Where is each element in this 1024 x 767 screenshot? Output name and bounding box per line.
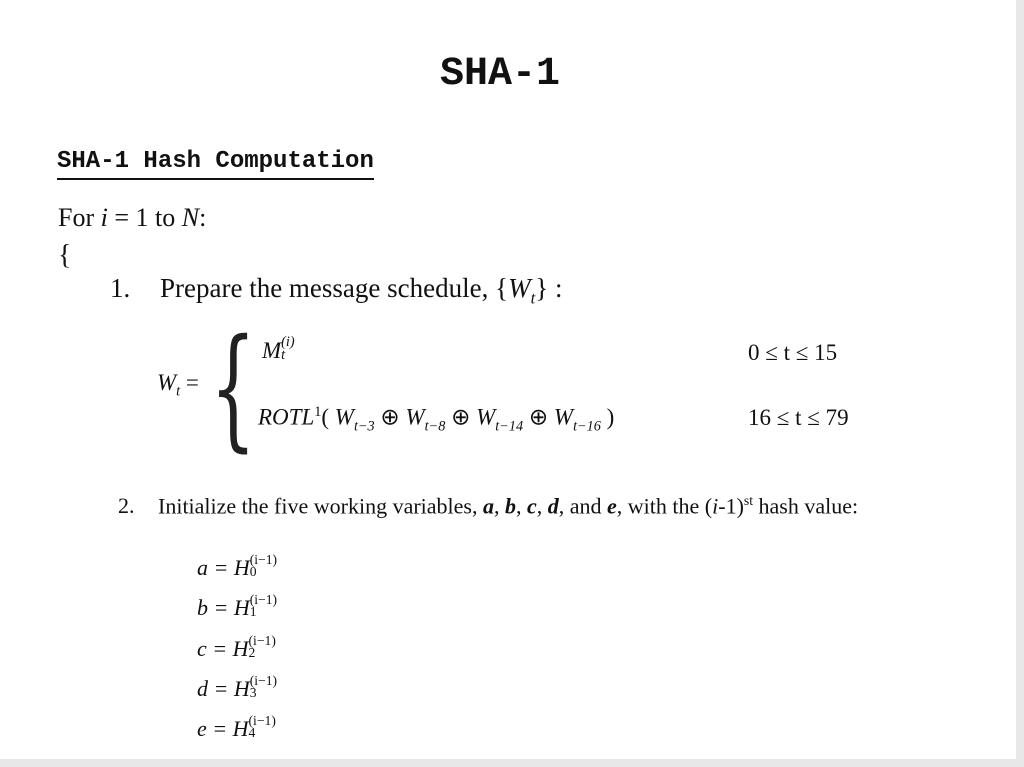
- schedule-case-1: M (i) t: [262, 333, 295, 363]
- step-1-heading: 1. Prepare the message schedule, $\{W_t\}$ :: [110, 273, 563, 308]
- assignment-a: a = H (i−1) 0: [197, 551, 278, 580]
- schedule-case-2: ROTL$^1$( $W_{t-3}$ ⊕ $W_{t-8}$ ⊕ $W_{t-14}$ ⊕ $W_{t-16}$ ): [258, 404, 615, 435]
- schedule-lhs: $W_t$ =: [157, 370, 199, 400]
- schedule-case-2-condition: 16 ≤ t ≤ 79: [748, 405, 849, 430]
- schedule-case-1-condition: 0 ≤ t ≤ 15: [748, 340, 838, 365]
- section-subtitle: SHA-1 Hash Computation: [57, 147, 374, 180]
- loop-header: For i = 1 to N:: [58, 203, 207, 232]
- assignment-b: b = H (i−1) 1: [197, 591, 278, 620]
- step-2-heading: 2. Initialize the five working variables, a, b, c, d, and e, with the $(i-1)^{st}$ hash value:: [118, 493, 859, 519]
- slide-title: SHA-1: [439, 52, 561, 97]
- cases-brace: {: [210, 311, 257, 465]
- assignment-d: d = H (i−1) 3: [197, 672, 278, 701]
- loop-open-brace: {: [58, 240, 72, 271]
- assignment-c: c = H (i−1) 2: [197, 632, 276, 661]
- assignment-e: e = H (i−1) 4: [197, 712, 276, 741]
